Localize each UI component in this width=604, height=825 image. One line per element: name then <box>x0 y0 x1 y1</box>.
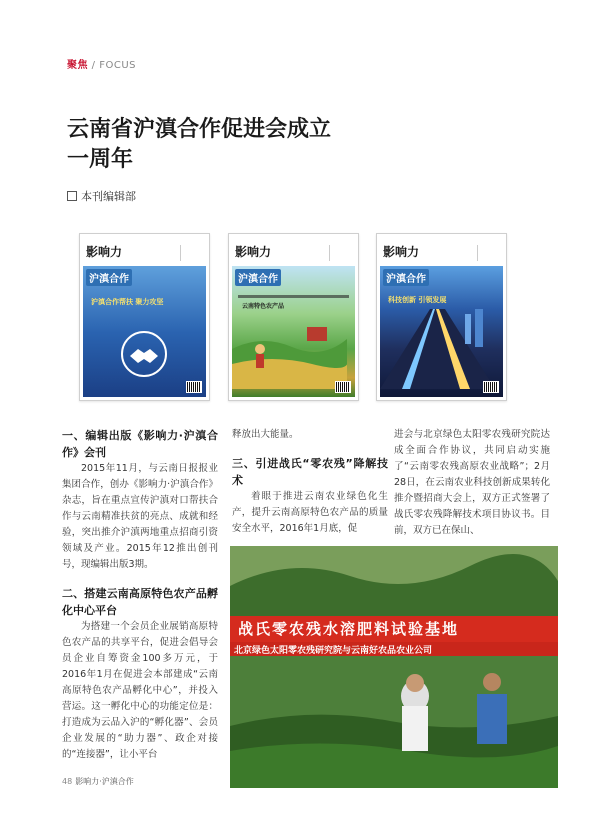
paragraph-2: 为搭建一个会员企业展销高原特色农产品的共享平台，促进会倡导会员企业自筹资金100多万元，于2016年1月在促进会本部建成“云南高原特色农产品孵化中心”，并投入营运。这一孵化中心的功能定位是：打造成为云品入沪的“孵化器”、会员企业发展的“助力器”、政企对接的“连接器”，让小平台 <box>62 621 218 760</box>
paragraph-3: 着眼于推进云南农业绿色化生产，提升云南高原特色农产品的质量安全水平，2016年1月底，促 <box>232 491 388 534</box>
banner-sub-text: 北京绿色太阳零农残研究院与云南好农品农业公司 <box>234 646 433 656</box>
author-name: 本刊编辑部 <box>81 190 136 203</box>
cover-subtitle: 沪滇合作 <box>86 269 132 286</box>
footer-title: 影响力·沪滇合作 <box>75 777 134 786</box>
paragraph-4: 进会与北京绿色太阳零农残研究院达成全面合作协议，共同启动实施了“云南零农残高原农业战略”；2月28日，在云南农业科技创新成果转化推介暨招商大会上，双方正式签署了战氏零农残降解技术项目协议书。目前，双方已在保山、 <box>394 429 550 536</box>
section-heading-2: 二、搭建云南高原特色农产品孵化中心平台 <box>62 587 218 617</box>
paragraph-continuation: 释放出大能量。 <box>232 429 299 440</box>
banner-main-text: 战氏零农残水溶肥料试验基地 <box>238 620 460 638</box>
article-title <box>67 115 487 175</box>
handshake-icon <box>119 329 169 379</box>
section-tag-separator: / <box>88 60 100 71</box>
text-column-1 <box>62 427 218 763</box>
cover-headline: 云南特色农产品 <box>242 303 285 310</box>
cover-masthead: 影响力 <box>383 245 420 259</box>
page-number: 48 <box>62 777 73 786</box>
section-tag-en: FOCUS <box>99 60 137 71</box>
text-column-2 <box>232 427 388 537</box>
cover-masthead: 影响力 <box>235 245 272 259</box>
cover-subtitle: 沪滇合作 <box>235 269 281 286</box>
barcode <box>186 381 202 393</box>
magazine-cover-2 <box>228 233 359 401</box>
tea-field-photo <box>230 546 558 788</box>
cover-headline-bar <box>238 295 349 298</box>
field-photo <box>230 546 558 788</box>
article-title-line-2: 一周年 <box>67 147 134 172</box>
page-footer <box>62 776 134 787</box>
cover-headline: 沪滇合作帮扶 聚力攻坚 <box>91 298 164 306</box>
section-tag <box>67 56 136 71</box>
cover-issue-box <box>329 245 352 261</box>
author-byline <box>67 188 136 204</box>
cover-issue-box <box>180 245 203 261</box>
magazine-cover-1 <box>79 233 210 401</box>
cover-masthead: 影响力 <box>86 245 123 259</box>
barcode <box>483 381 499 393</box>
square-icon <box>67 191 77 201</box>
cover-headline: 科技创新 引领发展 <box>388 296 447 304</box>
farmer-illustration <box>232 309 347 389</box>
cover-subtitle: 沪滇合作 <box>383 269 429 286</box>
section-tag-cn: 聚焦 <box>67 60 88 71</box>
highway-illustration <box>380 309 495 389</box>
barcode <box>335 381 351 393</box>
section-heading-3: 三、引进战氏“零农残”降解技术 <box>232 457 388 487</box>
magazine-cover-3 <box>376 233 507 401</box>
text-column-3 <box>394 427 550 539</box>
paragraph-1: 2015年11月，与云南日报报业集团合作，创办《影响力·沪滇合作》杂志，旨在重点宣传沪滇对口帮扶合作与云南精准扶贫的亮点、成就和经验，突出推介沪滇两地重点招商引资领域及产业。2015年12推出创刊号，现编辑出版3期。 <box>62 463 218 570</box>
article-title-line-1: 云南省沪滇合作促进会成立 <box>67 117 332 142</box>
cover-issue-box <box>477 245 500 261</box>
section-heading-1: 一、编辑出版《影响力·沪滇合作》会刊 <box>62 429 218 459</box>
